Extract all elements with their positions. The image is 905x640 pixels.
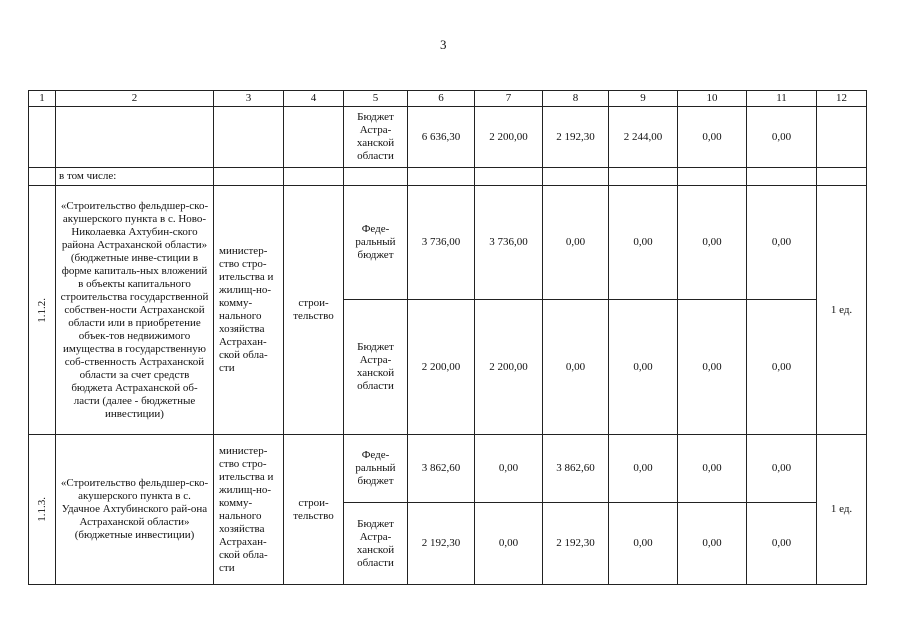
header-col: 10 <box>678 91 747 107</box>
amount-cell: 0,00 <box>747 300 817 435</box>
amount-cell: 2 192,30 <box>543 503 609 585</box>
page-number: 3 <box>440 37 447 52</box>
amount-cell: 2 192,30 <box>543 107 609 168</box>
header-col: 1 <box>29 91 56 107</box>
amount-cell: 0,00 <box>475 503 543 585</box>
executor: министер-ство стро-ительства и жилищ-но-комму-нального хозяйства Астрахан-ской обла-сти <box>214 186 284 435</box>
result-cell: 1 ед. <box>817 186 867 435</box>
amount-cell: 0,00 <box>609 503 678 585</box>
amount-cell: 0,00 <box>475 435 543 503</box>
item-number: 1.1.3. <box>35 497 48 522</box>
amount-cell: 6 636,30 <box>408 107 475 168</box>
amount-cell: 0,00 <box>747 503 817 585</box>
table-row-item-112-federal <box>29 186 867 300</box>
table-row-including <box>29 168 867 186</box>
header-col: 4 <box>284 91 344 107</box>
direction: строи-тельство <box>284 435 344 585</box>
amount-cell: 0,00 <box>609 300 678 435</box>
header-col: 2 <box>56 91 214 107</box>
amount-cell: 2 200,00 <box>475 107 543 168</box>
item-number-cell <box>29 186 56 435</box>
amount-cell: 0,00 <box>543 300 609 435</box>
header-col: 12 <box>817 91 867 107</box>
amount-cell: 3 862,60 <box>543 435 609 503</box>
header-col: 8 <box>543 91 609 107</box>
amount-cell: 3 736,00 <box>408 186 475 300</box>
table-row-total <box>29 107 867 168</box>
amount-cell: 0,00 <box>678 186 747 300</box>
amount-cell: 0,00 <box>543 186 609 300</box>
amount-cell: 0,00 <box>747 186 817 300</box>
funding-source: Бюджет Астра-ханской области <box>344 300 408 435</box>
direction: строи-тельство <box>284 186 344 435</box>
amount-cell: 0,00 <box>609 435 678 503</box>
funding-source: Бюджет Астра-ханской области <box>344 503 408 585</box>
item-name: «Строительство фельдшер-ско-акушерского пункта в с. Удачное Ахтубинского рай-она Астраханской области» (бюджетные инвестиции) <box>56 435 214 585</box>
header-col: 6 <box>408 91 475 107</box>
amount-cell: 0,00 <box>678 435 747 503</box>
amount-cell: 2 200,00 <box>408 300 475 435</box>
funding-source: Феде-ральный бюджет <box>344 435 408 503</box>
amount-cell: 2 200,00 <box>475 300 543 435</box>
header-col: 3 <box>214 91 284 107</box>
item-name: «Строительство фельдшер-ско-акушерского пункта в с. Ново-Николаевка Ахтубин-ского района Астраханской области» (бюджетные инве-стиции в форме капиталь-ных вложений в объекты капитального строительства государственной собствен-ности Астраханской области или в приобретение объек-тов недвижимого имущества в государственную соб-ственность Астраханской области за счет средств бюджета Астраханской об-ласти (далее - бюджетные инвестиции) <box>56 186 214 435</box>
header-row <box>29 91 867 107</box>
result-cell: 1 ед. <box>817 435 867 585</box>
amount-cell: 0,00 <box>678 503 747 585</box>
header-col: 9 <box>609 91 678 107</box>
amount-cell: 0,00 <box>609 186 678 300</box>
amount-cell: 3 862,60 <box>408 435 475 503</box>
amount-cell: 2 192,30 <box>408 503 475 585</box>
amount-cell: 0,00 <box>747 435 817 503</box>
amount-cell: 2 244,00 <box>609 107 678 168</box>
including-label: в том числе: <box>56 168 214 186</box>
header-col: 7 <box>475 91 543 107</box>
amount-cell: 0,00 <box>678 107 747 168</box>
amount-cell: 3 736,00 <box>475 186 543 300</box>
budget-table <box>28 90 867 585</box>
header-col: 5 <box>344 91 408 107</box>
item-number-cell <box>29 435 56 585</box>
funding-source: Феде-ральный бюджет <box>344 186 408 300</box>
header-col: 11 <box>747 91 817 107</box>
amount-cell: 0,00 <box>678 300 747 435</box>
executor: министер-ство стро-ительства и жилищ-но-комму-нального хозяйства Астрахан-ской обла-сти <box>214 435 284 585</box>
item-number: 1.1.2. <box>35 297 48 323</box>
funding-source: Бюджет Астра-ханской области <box>344 107 408 168</box>
table-row-item-113-federal <box>29 435 867 503</box>
amount-cell: 0,00 <box>747 107 817 168</box>
